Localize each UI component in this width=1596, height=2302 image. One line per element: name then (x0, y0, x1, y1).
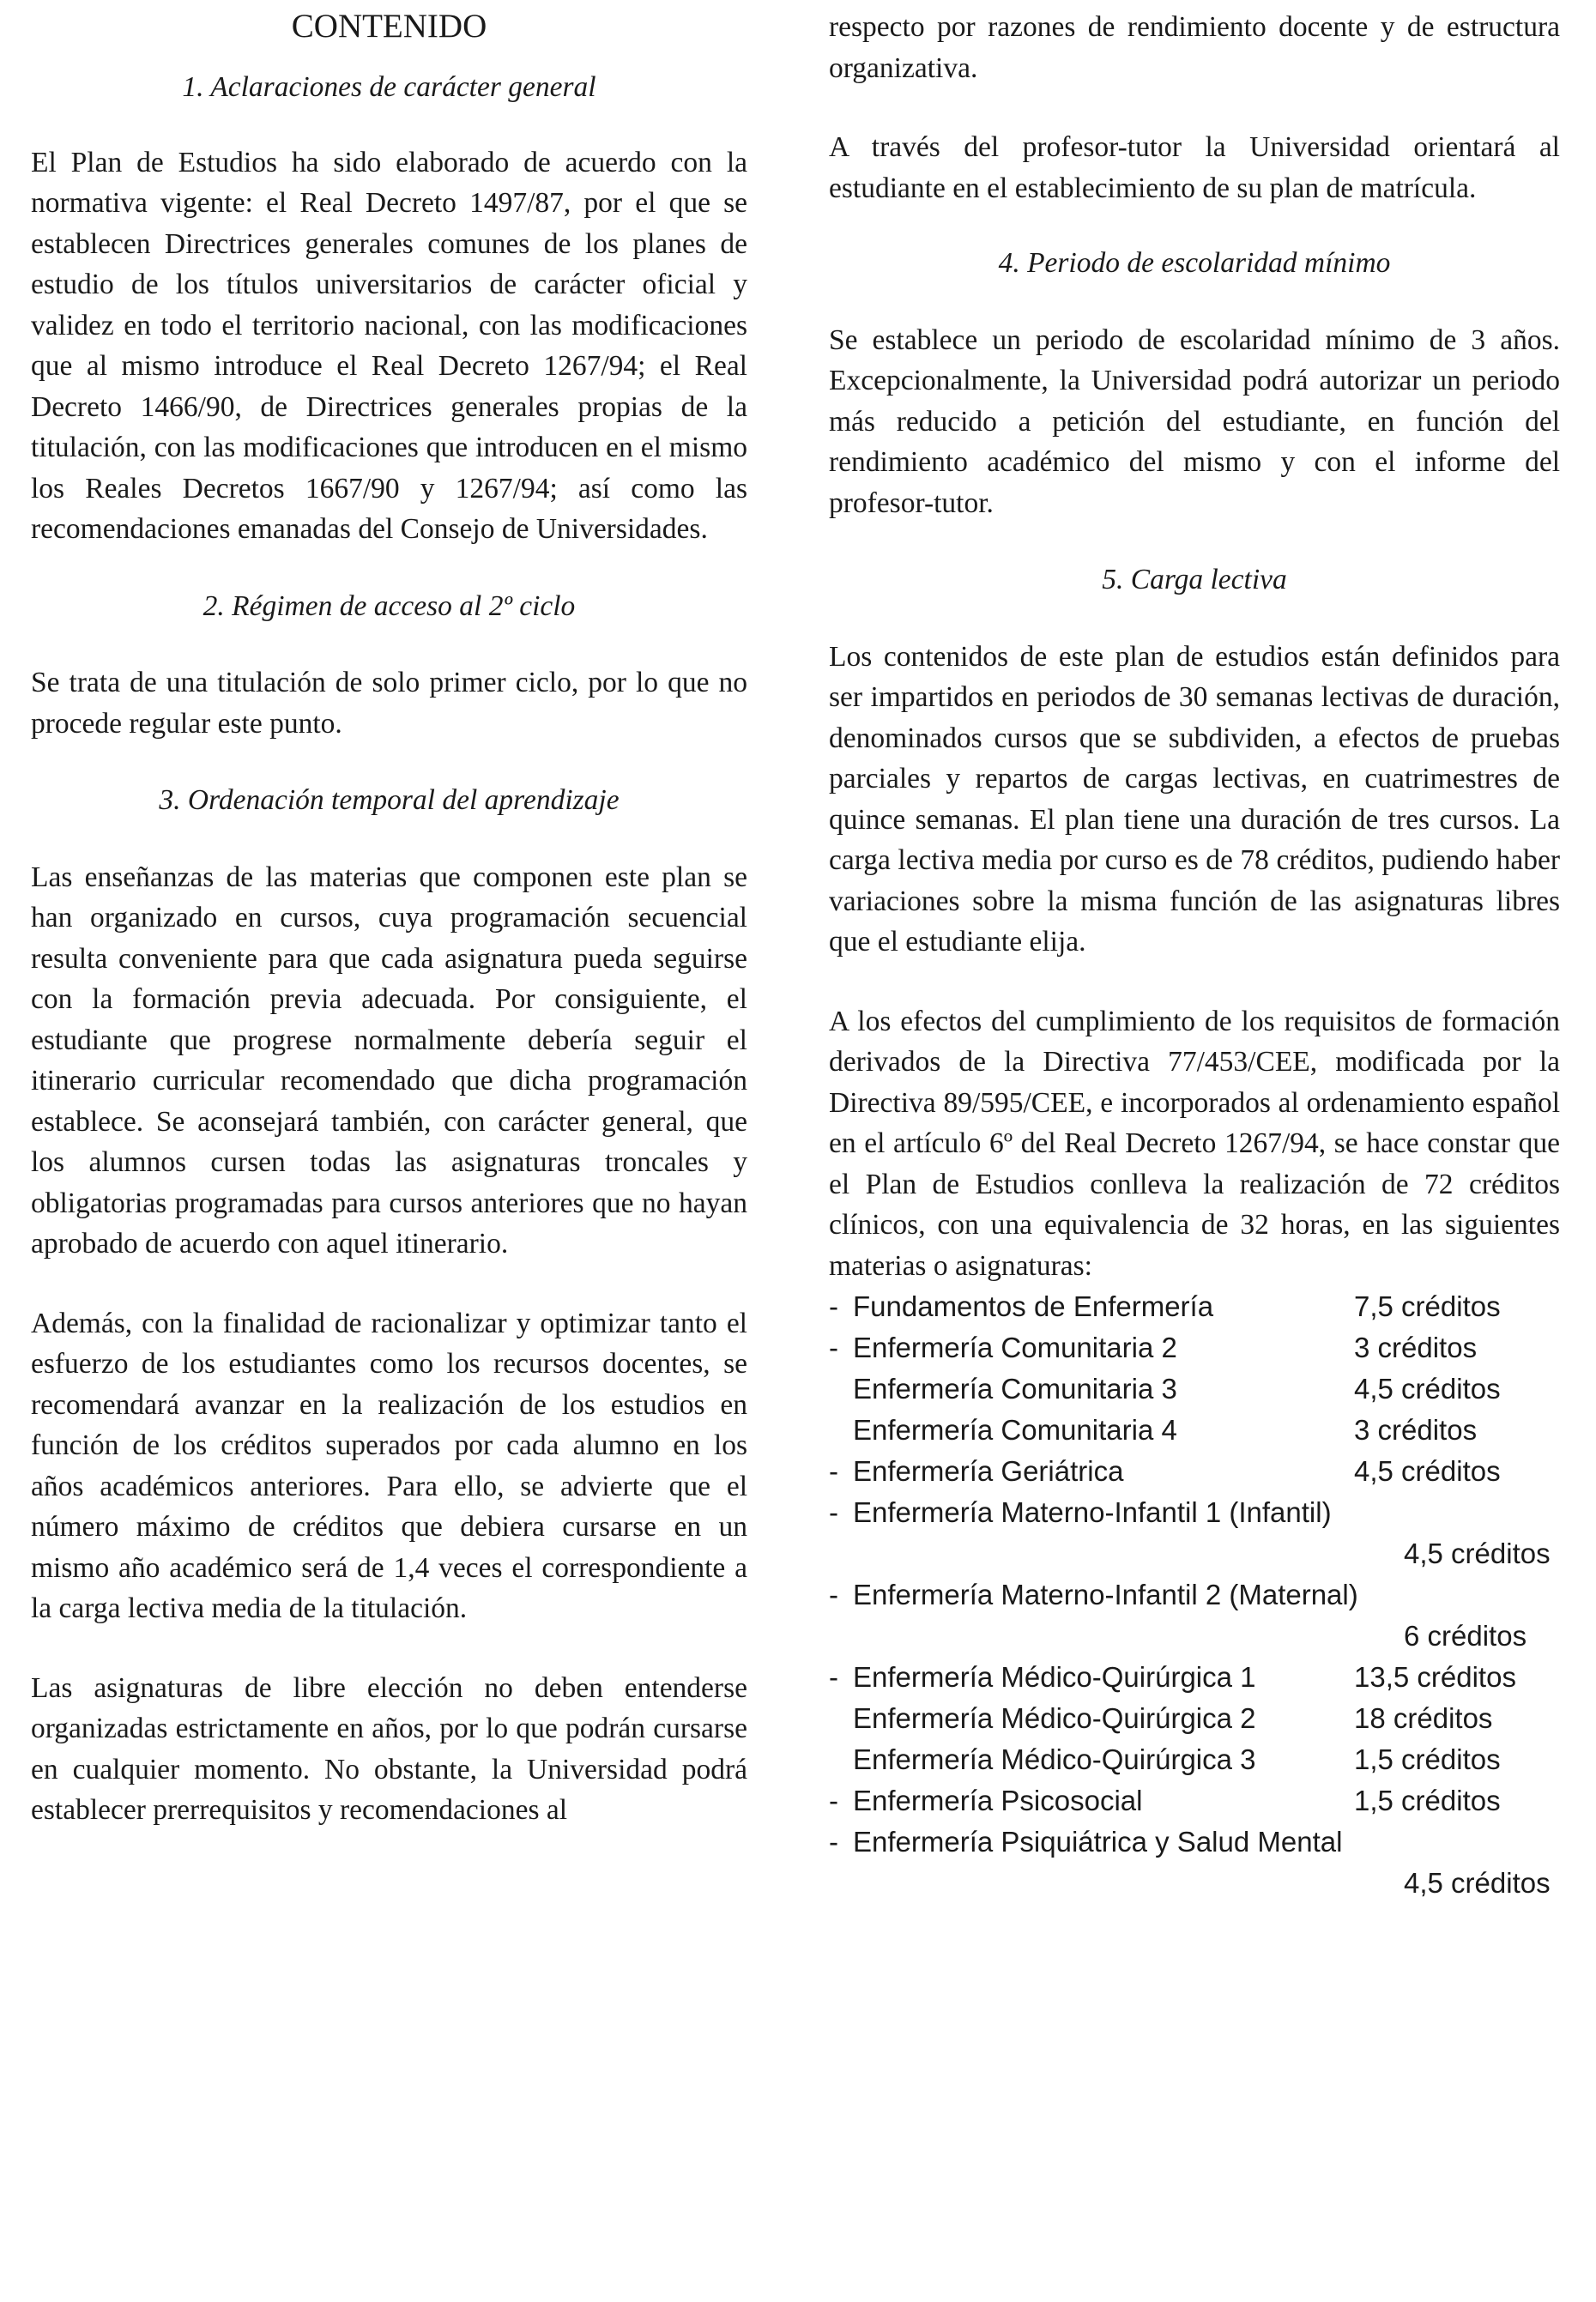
list-item (829, 1492, 1560, 1574)
subject-credits: 4,5 créditos (1354, 1455, 1501, 1487)
paragraph-escolaridad: Se establece un periodo de escolaridad mínimo de 3 años. Excepcionalmente, la Universidad podrá autorizar un periodo más reducido a petición del estudiante, en función del rendimiento académico del mismo y con el informe del profesor-tutor. (829, 323, 1560, 519)
subject-name: Enfermería Médico-Quirúrgica 1 (853, 1661, 1256, 1693)
list-bullet: - (829, 1579, 838, 1610)
subject-credits: 3 créditos (1354, 1332, 1478, 1363)
list-bullet: - (829, 1455, 838, 1487)
list-bullet: - (829, 1290, 838, 1322)
section-heading-3: 3. Ordenación temporal del aprendizaje (159, 784, 620, 816)
paragraph-ordenacion-1: Las enseñanzas de las materias que componen este plan se han organizado en cursos, cuya programación secuencial resulta conveniente para que cada asignatura pueda seguirse con la formación previa adecuada. Por consiguiente, el estudiante que progrese normalmente debería seguir el itinerario curricular recomendado que dicha programación establece. Se aconsejará también, con carácter general, que los alumnos cursen todas las asignaturas troncales y obligatorias programadas para cursos anteriores que no hayan aprobado de acuerdo con aquel itinerario. (31, 861, 747, 1260)
subject-credits: 1,5 créditos (1354, 1743, 1501, 1775)
subject-name: Enfermería Comunitaria 3 (853, 1373, 1177, 1405)
subject-name: Enfermería Materno-Infantil 1 (Infantil) (853, 1496, 1332, 1528)
section-heading-5: 5. Carga lectiva (1102, 564, 1287, 595)
list-bullet (829, 1369, 853, 1410)
list-item (829, 1739, 1560, 1780)
paragraph-ordenacion-2: Además, con la finalidad de racionalizar y optimizar tanto el esfuerzo de los estudiantes como los recursos docentes, se recomendará avanzar en la realización de los estudios en función de los créditos superados por cada alumno en los años académicos anteriores. Para ello, se advierte que el número máximo de créditos que debiera cursarse en un mismo año académico será de 1,4 veces el correspondiente a la carga lectiva media de la titulación. (31, 1307, 747, 1624)
section-heading-2: 2. Régimen de acceso al 2º ciclo (203, 589, 576, 622)
subject-name: Enfermería Comunitaria 4 (853, 1414, 1177, 1446)
paragraph-requisitos: A los efectos del cumplimiento de los requisitos de formación derivados de la Directiva 77/453/CEE, modificada por la Directiva 89/595/CEE, e incorporados al ordenamiento español en el artículo 6º del Real Decreto 1267/94, se hace constar que el Plan de Estudios conlleva la realización de 72 créditos clínicos, con una equivalencia de 32 horas, en las siguientes materias o asignaturas: (829, 1005, 1560, 1282)
paragraph-carga-lectiva: Los contenidos de este plan de estudios están definidos para ser impartidos en periodos de 30 semanas lectivas de duración, denominados cursos que se subdividen, a efectos de pruebas parciales y repartos de cargas lectivas, en cuatrimestres de quince semanas. El plan tiene una duración de tres cursos. La carga lectiva media por curso es de 78 créditos, pudiendo haber variaciones sobre la misma función de las asignaturas libres que el estudiante elija. (829, 640, 1560, 958)
list-item (829, 1822, 1560, 1904)
subject-credits: 7,5 créditos (1354, 1290, 1501, 1322)
subject-credits: 13,5 créditos (1354, 1661, 1516, 1693)
right-column (829, 0, 1560, 1904)
list-item (829, 1574, 1560, 1657)
subject-name: Enfermería Médico-Quirúrgica 3 (853, 1743, 1256, 1775)
section-heading-4: 4. Periodo de escolaridad mínimo (998, 247, 1391, 279)
subject-credits: 18 créditos (1354, 1702, 1493, 1734)
list-item (829, 1286, 1560, 1327)
list-item (829, 1410, 1560, 1451)
page-title: CONTENIDO (291, 8, 487, 45)
list-bullet (829, 1698, 853, 1739)
subject-name: Enfermería Psiquiátrica y Salud Mental (853, 1826, 1343, 1858)
list-item (829, 1369, 1560, 1410)
subject-name: Fundamentos de Enfermería (853, 1290, 1214, 1322)
subject-credits: 4,5 créditos (1404, 1867, 1551, 1899)
list-item (829, 1698, 1560, 1739)
subject-credits: 3 créditos (1354, 1414, 1478, 1446)
list-bullet: - (829, 1661, 838, 1693)
list-item (829, 1327, 1560, 1369)
paragraph-continuation: respecto por razones de rendimiento docente y de estructura organizativa. (829, 11, 1560, 84)
left-column (31, 0, 747, 1831)
subject-credits: 6 créditos (1404, 1620, 1527, 1652)
section-heading-1: 1. Aclaraciones de carácter general (182, 71, 596, 103)
subject-name: Enfermería Geriátrica (853, 1455, 1124, 1487)
subject-name: Enfermería Comunitaria 2 (853, 1332, 1177, 1363)
list-bullet: - (829, 1332, 838, 1363)
subject-credits: 1,5 créditos (1354, 1785, 1501, 1816)
list-bullet: - (829, 1496, 838, 1528)
clinical-credits-list (829, 1286, 1560, 1904)
list-bullet: - (829, 1826, 838, 1858)
subject-name: Enfermería Psicosocial (853, 1785, 1143, 1816)
paragraph-tutor: A través del profesor-tutor la Universidad orientará al estudiante en el establecimiento de su plan de matrícula. (829, 131, 1560, 204)
list-item (829, 1780, 1560, 1822)
paragraph-regimen: Se trata de una titulación de solo primer ciclo, por lo que no procede regular este punto. (31, 667, 747, 740)
paragraph-ordenacion-3: Las asignaturas de libre elección no deben entenderse organizadas estrictamente en años, por lo que podrán cursarse en cualquier momento. No obstante, la Universidad podrá establecer prerrequisitos y recomendaciones al (31, 1671, 747, 1826)
paragraph-aclaraciones: El Plan de Estudios ha sido elaborado de acuerdo con la normativa vigente: el Real Decreto 1497/87, por el que se establecen Directrices generales comunes de los planes de estudio de los títulos universitarios de carácter oficial y validez en todo el territorio nacional, con las modificaciones que al mismo introduce el Real Decreto 1267/94; el Real Decreto 1466/90, de Directrices generales propias de la titulación, con las modificaciones que introducen en el mismo los Reales Decretos 1667/90 y 1267/94; así como las recomendaciones emanadas del Consejo de Universidades. (31, 146, 747, 545)
list-bullet (829, 1739, 853, 1780)
subject-name: Enfermería Materno-Infantil 2 (Maternal) (853, 1579, 1358, 1610)
list-bullet: - (829, 1785, 838, 1816)
list-bullet (829, 1410, 853, 1451)
subject-name: Enfermería Médico-Quirúrgica 2 (853, 1702, 1256, 1734)
list-item (829, 1451, 1560, 1492)
list-item (829, 1657, 1560, 1698)
subject-credits: 4,5 créditos (1404, 1538, 1551, 1569)
subject-credits: 4,5 créditos (1354, 1373, 1501, 1405)
